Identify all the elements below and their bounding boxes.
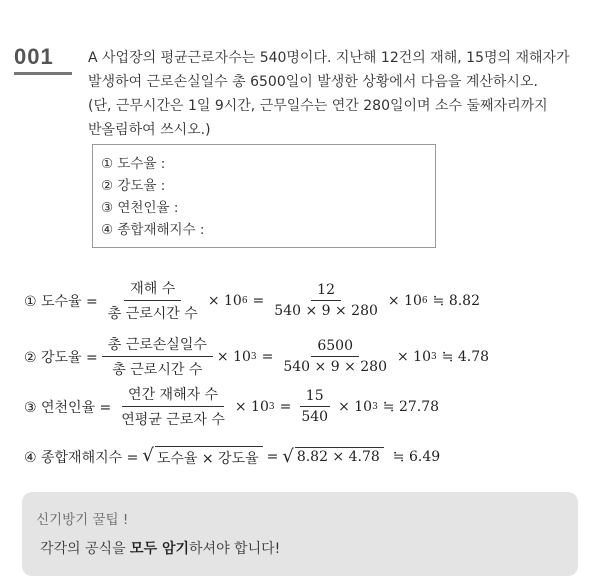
question-number: 001 (14, 44, 54, 69)
multiplier: × 10 (207, 292, 242, 309)
square-root (142, 446, 262, 468)
tip-box (22, 492, 578, 576)
numerator: 6500 (311, 338, 359, 357)
formula-annual-rate-per-thousand (24, 384, 439, 429)
exponent: 3 (268, 401, 275, 412)
radicand: 도수율 × 강도율 (155, 446, 263, 468)
fraction (277, 338, 393, 375)
fraction (295, 388, 334, 425)
formula-frequency-rate (24, 278, 480, 323)
tip-body (40, 538, 280, 558)
denominator: 연평균 근로자 수 (121, 412, 225, 428)
result: ≒ 6.49 (392, 449, 441, 465)
radicand: 8.82 × 4.78 (295, 447, 384, 467)
equals-sign: = (279, 398, 292, 415)
question-number-underline (14, 72, 72, 75)
denominator: 540 (301, 409, 329, 425)
numerator: 연간 재해자 수 (122, 384, 224, 407)
denominator: 540 × 9 × 280 (283, 359, 387, 375)
question-text (88, 46, 588, 142)
multiplier: × 10 (338, 398, 373, 415)
answer-item-composite-index: ④ 종합재해지수 : (101, 222, 205, 238)
question-line: A 사업장의 평균근로자수는 540명이다. 지난해 12건의 재해, 15명의 재해자가 (88, 50, 570, 66)
result: ≒ 4.78 (441, 348, 490, 365)
tip-body-text: 각각의 공식을 (40, 541, 131, 557)
multiplier: × 10 (216, 348, 251, 365)
fraction (268, 282, 384, 319)
numerator: 재해 수 (124, 278, 181, 301)
fraction (115, 384, 231, 429)
numerator: 15 (300, 388, 330, 407)
result: ≒ 8.82 (432, 292, 480, 309)
question-line: 반올림하여 쓰시오.) (88, 122, 211, 138)
radical-sign-icon: √ (282, 446, 294, 467)
radical-sign-icon: √ (142, 445, 154, 466)
equals-sign: = (252, 292, 265, 309)
answer-item-severity-rate: ② 강도율 : (101, 178, 166, 194)
exponent: 3 (372, 401, 378, 412)
equals-sign: = (266, 449, 279, 465)
result: ≒ 27.78 (382, 398, 440, 415)
formula-label: ④ 종합재해지수 = (24, 450, 139, 466)
formula-composite-index (24, 446, 440, 468)
equals-sign: = (261, 348, 274, 365)
fraction (102, 334, 213, 379)
answer-item-annual-rate-per-thousand: ③ 연천인율 : (101, 200, 179, 216)
formula-label: ① 도수율 = (24, 293, 98, 310)
tip-title: 신기방기 꿀팁 ! (36, 512, 129, 528)
denominator: 총 근로시간 수 (107, 306, 198, 322)
formula-severity-rate (24, 334, 489, 379)
denominator: 총 근로시간 수 (112, 362, 203, 378)
multiplier: × 10 (387, 292, 422, 309)
tip-body-text: 하셔야 합니다! (189, 541, 281, 557)
numerator: 총 근로손실일수 (102, 334, 213, 357)
numerator: 12 (311, 282, 341, 301)
square-root (282, 447, 383, 467)
answer-box (92, 144, 436, 248)
formula-label: ② 강도율 = (24, 349, 98, 366)
multiplier: × 10 (396, 348, 431, 365)
multiplier: × 10 (234, 398, 269, 415)
formula-label: ③ 연천인율 = (24, 399, 112, 416)
exponent: 3 (430, 351, 437, 362)
answer-item-frequency-rate: ① 도수율 : (101, 156, 166, 172)
question-line: (단, 근무시간은 1일 9시간, 근무일수는 연간 280일이며 소수 둘째자리까지 (88, 98, 548, 114)
fraction (102, 278, 204, 323)
exponent: 3 (250, 351, 257, 362)
exponent: 6 (421, 295, 428, 306)
denominator: 540 × 9 × 280 (274, 303, 378, 319)
exponent: 6 (241, 295, 248, 306)
tip-body-emphasis: 모두 암기 (130, 541, 190, 557)
question-line: 발생하여 근로손실일수 총 6500일이 발생한 상황에서 다음을 계산하시오. (88, 74, 538, 90)
